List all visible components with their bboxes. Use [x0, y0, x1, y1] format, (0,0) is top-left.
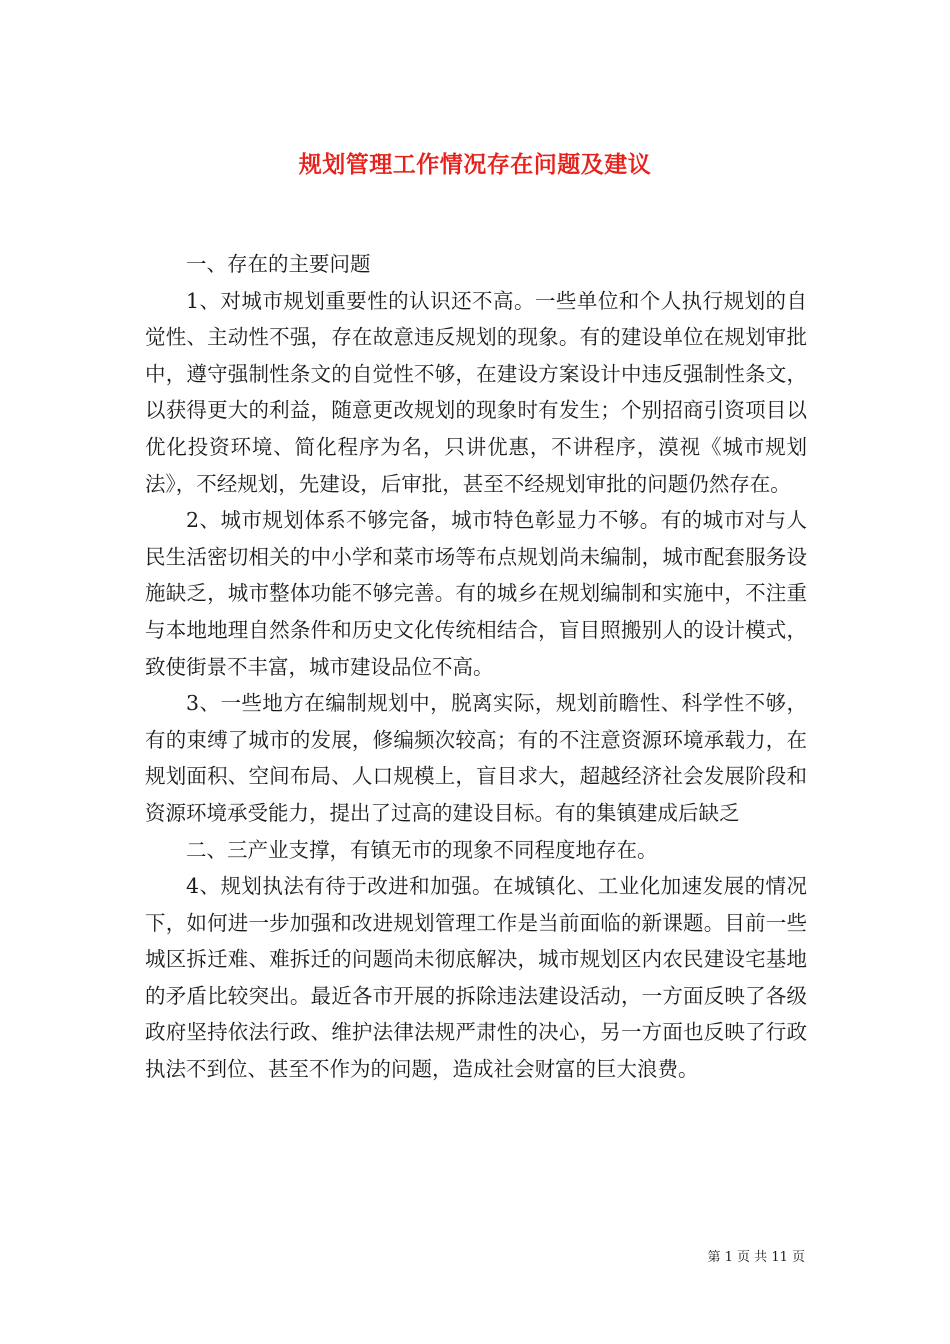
page-number-footer: 第 1 页 共 11 页 — [707, 1250, 805, 1265]
paragraph: 二、三产业支撑，有镇无市的现象不同程度地存在。 — [186, 837, 658, 862]
section-heading: 一、存在的主要问题 — [186, 252, 371, 276]
paragraph: 4、规划执法有待于改进和加强。在城镇化、工业化加速发展的情况下，如何进一步加强和改进规划管理工作是当前面临的新课题。目前一些城区拆迁难、难拆迁的问题尚未彻底解决，城市规划区内农民建设宅基地的矛盾比较突出。最近各市开展的拆除违法建设活动，一方面反映了各级政府坚持依法行政、维护法律法规严肃性的决心，另一方面也反映了行政执法不到位、甚至不作为的问题，造成社会财富的巨大浪费。 — [145, 874, 807, 1082]
document-body — [145, 246, 807, 1088]
paragraph: 3、一些地方在编制规划中，脱离实际，规划前瞻性、科学性不够，有的束缚了城市的发展，修编频次较高；有的不注意资源环境承载力，在规划面积、空间布局、人口规模上，盲目求大，超越经济社会发展阶段和资源环境承受能力，提出了过高的建设目标。有的集镇建成后缺乏 — [145, 691, 807, 825]
paragraph: 2、城市规划体系不够完备，城市特色彰显力不够。有的城市对与人民生活密切相关的中小学和菜市场等布点规划尚未编制，城市配套服务设施缺乏，城市整体功能不够完善。有的城乡在规划编制和实施中，不注重与本地地理自然条件和历史文化传统相结合，盲目照搬别人的设计模式，致使街景不丰富，城市建设品位不高。 — [145, 508, 807, 679]
document-title: 规划管理工作情况存在问题及建议 — [298, 151, 652, 179]
paragraph: 1、对城市规划重要性的认识还不高。一些单位和个人执行规划的自觉性、主动性不强，存在故意违反规划的现象。有的建设单位在规划审批中，遵守强制性条文的自觉性不够，在建设方案设计中违反强制性条文，以获得更大的利益，随意更改规划的现象时有发生；个别招商引资项目以优化投资环境、简化程序为名，只讲优惠，不讲程序，漠视《城市规划法》，不经规划，先建设，后审批，甚至不经规划审批的问题仍然存在。 — [145, 288, 807, 496]
